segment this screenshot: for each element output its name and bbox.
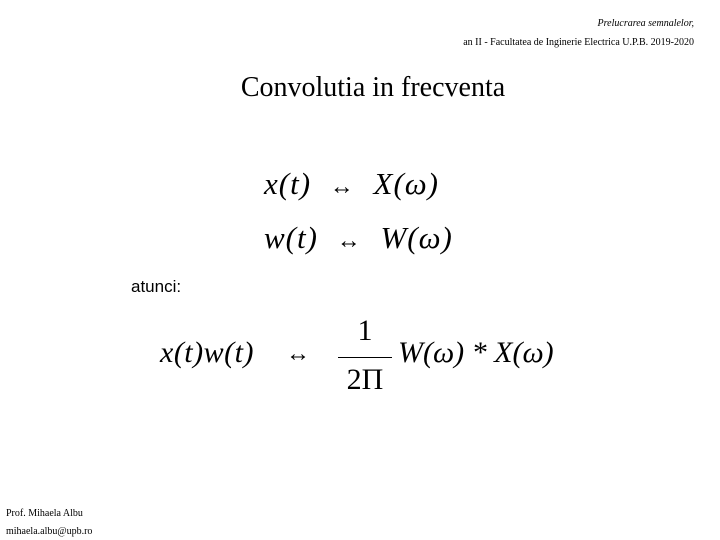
- fraction-numerator: 1: [357, 314, 373, 347]
- convolution-right: W(ω) * X(ω): [398, 336, 554, 369]
- fraction-denominator: 2Π: [346, 363, 384, 396]
- double-arrow-icon: ↔: [336, 228, 362, 254]
- equation-left-x: x(t): [264, 166, 312, 201]
- double-arrow-icon: ↔: [286, 341, 310, 367]
- atunci-label: atunci:: [131, 277, 182, 296]
- equation-left-w: w(t): [264, 220, 318, 255]
- faculty-header: an II - Facultatea de Inginerie Electrica U.P.B. 2019-2020: [463, 37, 694, 48]
- slide-title: Convolutia in frecventa: [240, 72, 506, 103]
- convolution-left: x(t)w(t): [160, 336, 254, 369]
- course-header: Prelucrarea semnalelor,: [597, 18, 694, 29]
- equation-pair-w: [264, 220, 453, 256]
- double-arrow-icon: ↔: [329, 174, 355, 200]
- equation-right-x: X(ω): [373, 166, 440, 201]
- fraction: [338, 314, 392, 404]
- author-email: mihaela.albu@upb.ro: [6, 526, 93, 537]
- author-name: Prof. Mihaela Albu: [6, 508, 83, 519]
- equation-pair-x: [264, 166, 439, 202]
- fraction-bar: [338, 357, 392, 358]
- equation-right-w: W(ω): [380, 220, 453, 255]
